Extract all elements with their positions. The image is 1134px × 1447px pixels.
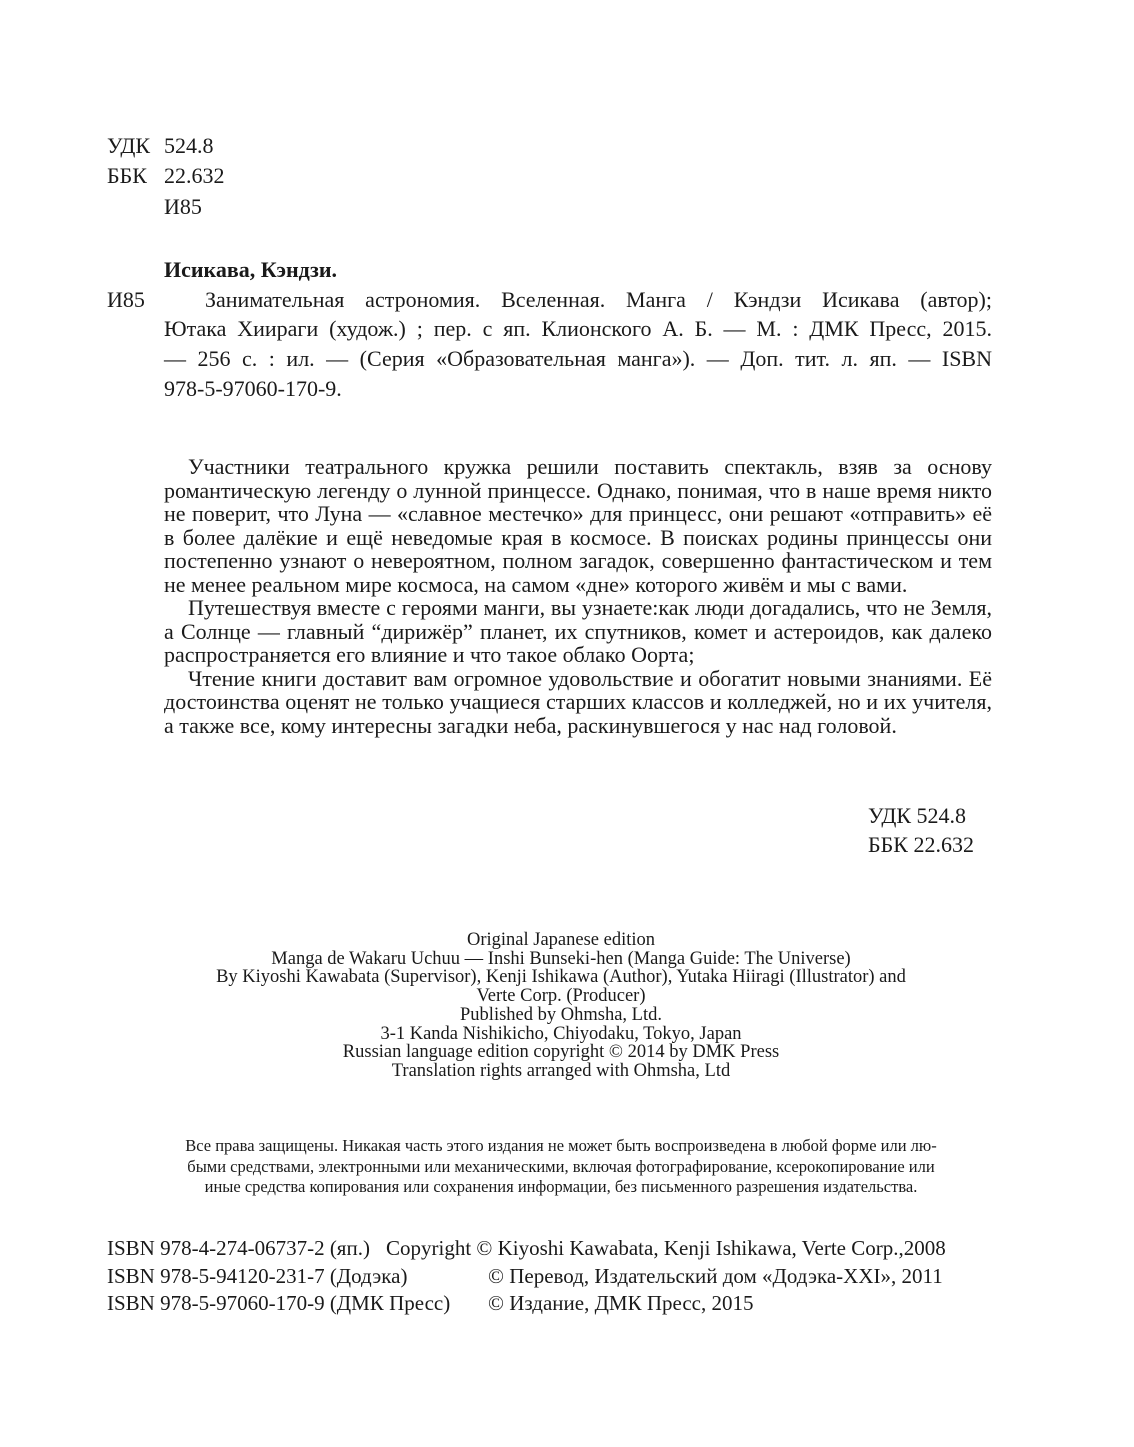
rights-line: быми средствами, электронными или механическими, включая фотографирование, ксерокопирование или xyxy=(187,1156,935,1176)
annotation-paragraph: Чтение книги доставит вам огромное удовольствие и обогатит новыми знаниями. Её достоинства оценят не только учащиеся старших классов и колледжей, но и их учителя, а также все, кому интересны загадки неба, раскинувшегося у нас над головой. xyxy=(164,665,992,738)
original-edition-line: Original Japanese edition xyxy=(466,930,656,950)
bbk-value: 22.632 xyxy=(164,163,225,188)
isbn-number: ISBN 978-5-97060-170-9 (ДМК Пресс) xyxy=(107,1291,451,1315)
right-bbk: ББК 22.632 xyxy=(868,832,974,857)
rights-line: Все права защищены. Никакая часть этого издания не может быть воспроизведена в любой форме или лю- xyxy=(185,1136,937,1155)
original-edition-line: Published by Ohmsha, Ltd. xyxy=(460,1004,662,1025)
original-edition-line: By Kiyoshi Kawabata (Supervisor), Kenji Ishikawa (Author), Yutaka Hiiragi (Illustrator) and xyxy=(216,967,906,988)
original-edition-line: Russian language edition copyright © 2014 by DMK Press xyxy=(342,1042,780,1063)
udk-value: 524.8 xyxy=(164,133,214,158)
original-edition-line: 3-1 Kanda Nishikicho, Chiyodaku, Tokyo, Japan xyxy=(380,1023,742,1044)
bbk-label: ББК xyxy=(107,163,147,188)
author-heading: Исикава, Кэндзи. xyxy=(164,257,338,282)
annotation-paragraph: Участники театрального кружка решили поставить спектакль, взяв за основу романтическую легенду о лунной принцессе. Однако, понимая, что в наше время никто не поверит, что Луна — «славное местечко» для принцесс, они решают «отправить» её в более далёкие и ещё неведомые края в космосе. В поисках родины принцессы они постепенно узнают о невероятном, полном загадок, совершенно фантастическом и тем не менее реальном мире космоса, на самом «дне» которого живём и мы с вами. xyxy=(164,454,992,597)
rights-notice xyxy=(120,1136,1002,1198)
description-line-1: Занимательная астрономия. Вселенная. Манга / Кэндзи Исикава (автор); xyxy=(205,287,992,312)
annotation-paragraph: Путешествуя вместе с героями манги, вы узнаете:как люди догадались, что не Земля, а Солнце — главный “дирижёр” планет, их спутников, комет и астероидов, как далеко распространяется его влияние и что такое облако Оорта; xyxy=(164,595,992,667)
isbn-copyright: Copyright © Kiyoshi Kawabata, Kenji Ishikawa, Verte Corp.,2008 xyxy=(386,1236,946,1260)
author-mark: И85 xyxy=(164,194,202,219)
isbn-copyright: © Издание, ДМК Пресс, 2015 xyxy=(488,1291,754,1315)
catalog-author-mark: И85 xyxy=(107,287,145,312)
description-line-4: 978-5-97060-170-9. xyxy=(164,376,342,401)
right-udk: УДК 524.8 xyxy=(868,803,967,828)
description-line-3: — 256 с. : ил. — (Серия «Образовательная манга»). — Доп. тит. л. яп. — ISBN xyxy=(164,346,992,371)
isbn-copyright: © Перевод, Издательский дом «Додэка-XXI», 2011 xyxy=(488,1263,943,1288)
udk-label: УДК xyxy=(107,133,151,158)
original-edition-line: Translation rights arranged with Ohmsha, Ltd xyxy=(391,1060,731,1081)
original-edition-line: Manga de Wakaru Uchuu — Inshi Bunseki-hen (Manga Guide: The Universe) xyxy=(271,948,851,969)
original-edition-line: Verte Corp. (Producer) xyxy=(476,986,646,1007)
original-edition xyxy=(100,931,1022,1081)
annotation xyxy=(164,455,992,737)
isbn-number: ISBN 978-4-274-06737-2 (яп.) xyxy=(107,1236,370,1260)
rights-line: иные средства копирования или сохранения информации, без письменного разрешения издательства. xyxy=(204,1177,918,1196)
description-line-2: Ютака Хиираги (худож.) ; пер. с яп. Клионского А. Б. — М. : ДМК Пресс, 2015. xyxy=(164,316,992,341)
isbn-number: ISBN 978-5-94120-231-7 (Додэка) xyxy=(107,1263,408,1288)
